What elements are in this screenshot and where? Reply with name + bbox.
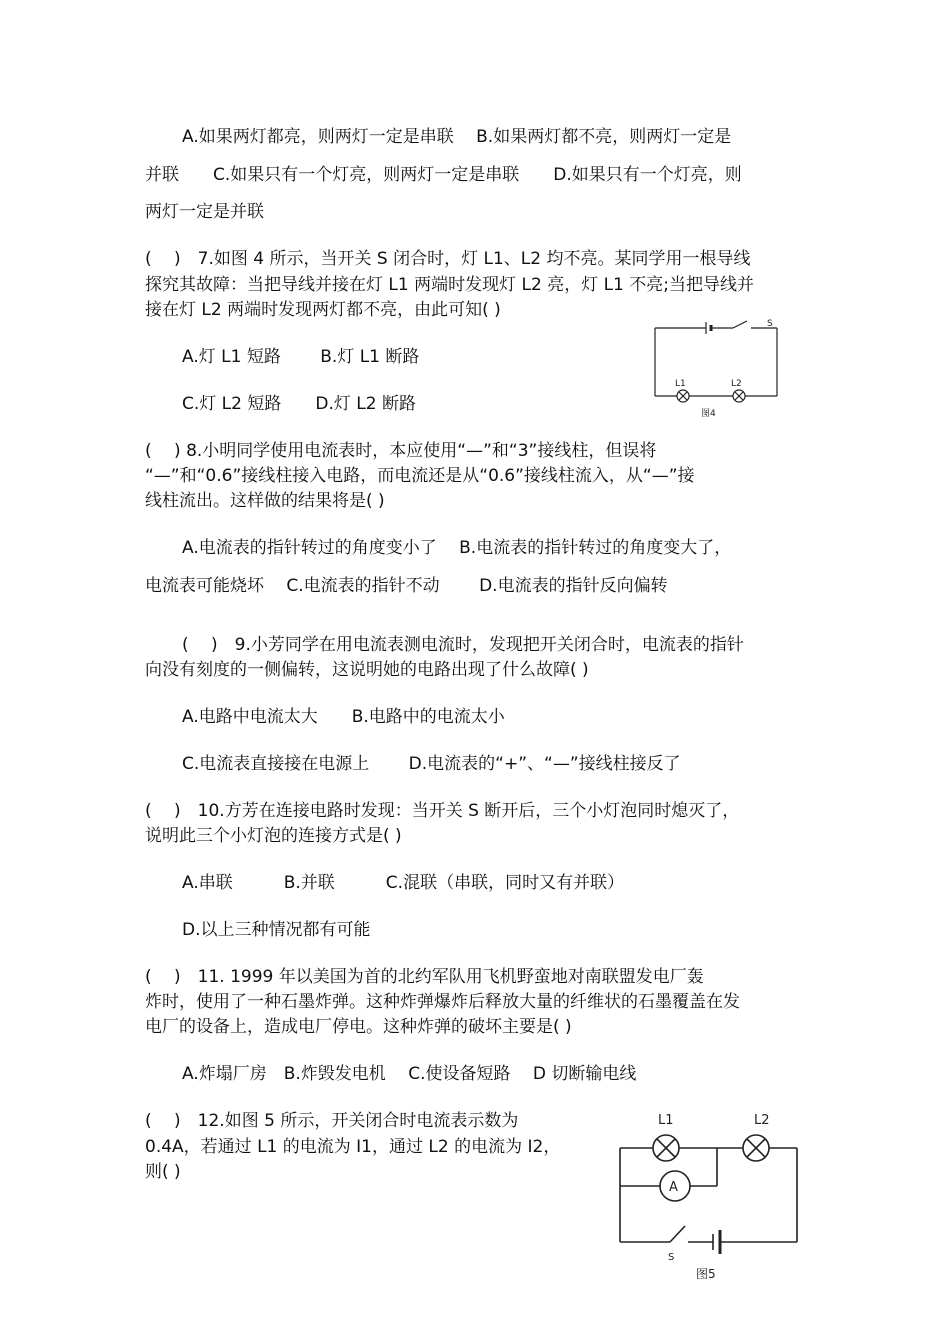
q12-line-2: 0.4A，若通过 L1 的电流为 I1，通过 L2 的电流为 I2，: [145, 1137, 561, 1157]
q7-line-2: 探究其故障：当把导线并接在灯 L1 两端时发现灯 L2 亮，灯 L1 不亮;当把导线并: [145, 275, 755, 295]
fig4-caption: 图4: [701, 409, 716, 419]
q7-options-ab: A.灯 L1 短路 B.灯 L1 断路: [182, 347, 420, 367]
q8-line-2: “—”和“0.6”接线柱接入电路，而电流还是从“0.6”接线柱流入，从“—”接: [145, 466, 695, 486]
fig4-lamp1-label: L1: [675, 379, 686, 389]
q11-options: A.炸塌厂房 B.炸毁发电机 C.使设备短路 D 切断输电线: [182, 1064, 637, 1084]
q7-line-1: ( ) 7.如图 4 所示，当开关 S 闭合时，灯 L1、L2 均不亮。某同学用一根导线: [145, 249, 751, 269]
q7-options-cd: C.灯 L2 短路 D.灯 L2 断路: [182, 394, 416, 414]
q11-line-2: 炸时，使用了一种石墨炸弹。这种炸弹爆炸后释放大量的纤维状的石墨覆盖在发: [145, 992, 740, 1012]
q9-line-2: 向没有刻度的一侧偏转，这说明她的电路出现了什么故障( ): [145, 660, 589, 680]
fig5-switch-label: S: [668, 1252, 675, 1263]
q10-line-1: ( ) 10.方芳在连接电路时发现：当开关 S 断开后，三个小灯泡同时熄灭了，: [145, 801, 740, 821]
q10-line-2: 说明此三个小灯泡的连接方式是( ): [145, 826, 402, 846]
q6-line-2: 并联 C.如果只有一个灯亮，则两灯一定是串联 D.如果只有一个灯亮，则: [145, 165, 742, 185]
q6-line-3: 两灯一定是并联: [145, 202, 264, 222]
fig5-lamp2-label: L2: [754, 1113, 770, 1128]
q9-line-1: ( ) 9.小芳同学在用电流表测电流时，发现把开关闭合时，电流表的指针: [182, 635, 744, 655]
q8-options-2: 电流表可能烧坏 C.电流表的指针不动 D.电流表的指针反向偏转: [145, 576, 668, 596]
q9-options-cd: C.电流表直接接在电源上 D.电流表的“+”、“—”接线柱接反了: [182, 754, 681, 774]
q11-line-3: 电厂的设备上，造成电厂停电。这种炸弹的破坏主要是( ): [145, 1017, 572, 1037]
q9-options-ab: A.电路中电流太大 B.电路中的电流太小: [182, 707, 505, 727]
q10-options-abc: A.串联 B.并联 C.混联（串联，同时又有并联）: [182, 873, 625, 893]
q8-line-1: ( ) 8.小明同学使用电流表时，本应使用“—”和“3”接线柱，但误将: [145, 441, 657, 461]
q8-line-3: 线柱流出。这样做的结果将是( ): [145, 491, 385, 511]
q7-line-3: 接在灯 L2 两端时发现两灯都不亮，由此可知( ): [145, 300, 501, 320]
q6-line-1: A.如果两灯都亮，则两灯一定是串联 B.如果两灯都不亮，则两灯一定是: [182, 127, 732, 147]
q8-options-1: A.电流表的指针转过的角度变小了 B.电流表的指针转过的角度变大了，: [182, 538, 732, 558]
fig5-caption: 图5: [696, 1267, 716, 1281]
figure-5-circuit: [610, 1102, 810, 1284]
fig4-switch-label: S: [767, 319, 773, 329]
fig5-lamp1-label: L1: [658, 1113, 674, 1128]
q12-line-3: 则( ): [145, 1162, 181, 1182]
fig5-ammeter-label: A: [669, 1180, 678, 1195]
fig4-lamp2-label: L2: [731, 379, 742, 389]
figure-4-circuit: [645, 316, 785, 422]
q11-line-1: ( ) 11. 1999 年以美国为首的北约军队用飞机野蛮地对南联盟发电厂轰: [145, 967, 704, 987]
q12-line-1: ( ) 12.如图 5 所示，开关闭合时电流表示数为: [145, 1111, 519, 1131]
q10-option-d: D.以上三种情况都有可能: [182, 920, 371, 940]
